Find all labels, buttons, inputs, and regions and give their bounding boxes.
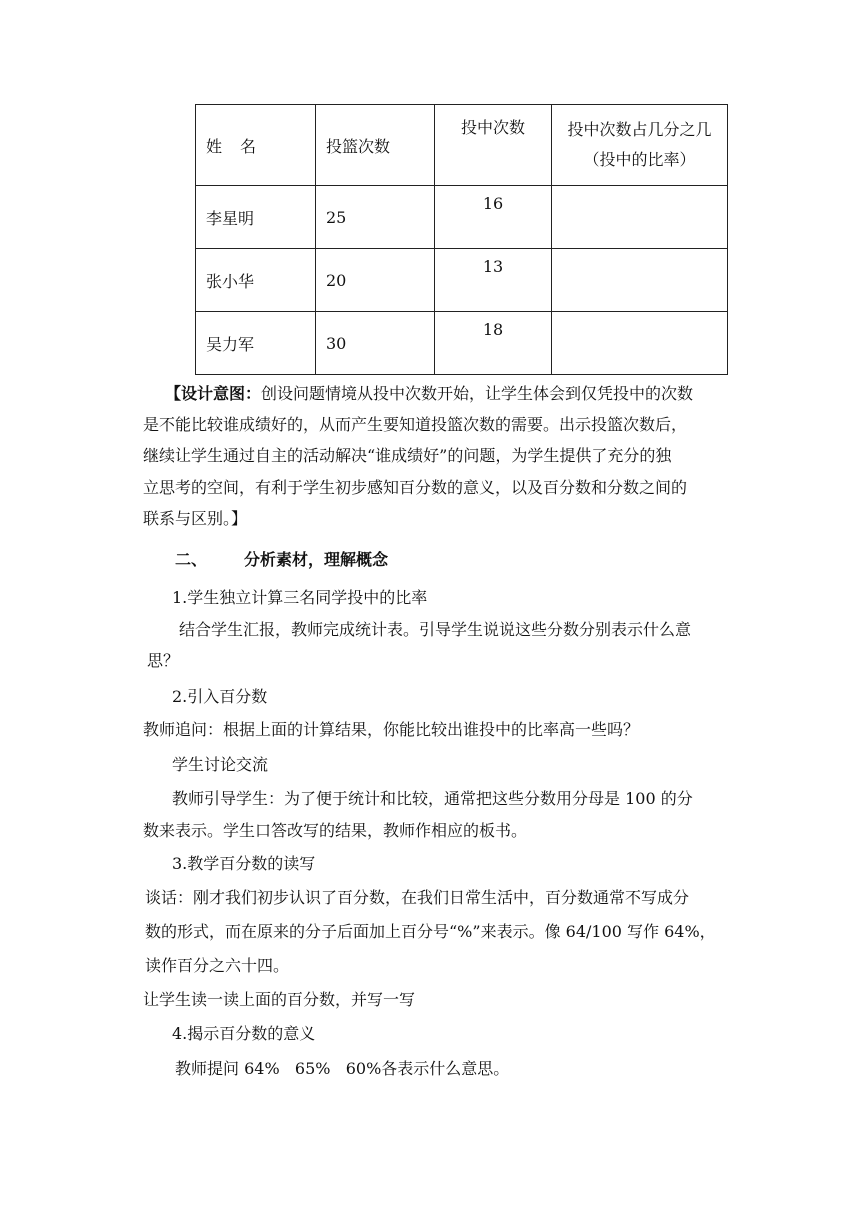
- design-intent-line-5: 联系与区别。】: [143, 509, 248, 528]
- table-row: [196, 249, 728, 312]
- subsection-3-line-2: 数的形式，而在原来的分子后面加上百分号“%”来表示。像 64/100 写作 64%，: [145, 922, 716, 941]
- header-ratio: [552, 105, 728, 186]
- header-name: 姓 名: [196, 105, 316, 186]
- subsection-2-line-4: 数来表示。学生口答改写的结果，教师作相应的板书。: [143, 821, 528, 840]
- subsection-1-line-2: 思？: [147, 651, 180, 670]
- cell-shots: 20: [316, 249, 435, 312]
- cell-ratio: [552, 312, 728, 375]
- cell-name: 李星明: [196, 186, 316, 249]
- subsection-3-line-1: 谈话：刚才我们初步认识了百分数，在我们日常生活中，百分数通常不写成分: [145, 888, 690, 907]
- header-ratio-line1: 投中次数占几分之几: [567, 120, 712, 139]
- cell-name: 张小华: [196, 249, 316, 312]
- header-shots: 投篮次数: [316, 105, 435, 186]
- table-header-row: [196, 105, 728, 186]
- subsection-2-line-1: 教师追问：根据上面的计算结果，你能比较出谁投中的比率高一些吗？: [143, 720, 640, 739]
- header-hits: 投中次数: [435, 105, 552, 186]
- table-row: [196, 312, 728, 375]
- cell-hits: 18: [435, 312, 552, 375]
- design-intent-label: 【设计意图：: [165, 384, 262, 403]
- cell-name: 吴力军: [196, 312, 316, 375]
- subsection-4-title: 4.揭示百分数的意义: [172, 1024, 316, 1043]
- subsection-3-title: 3.教学百分数的读写: [172, 854, 316, 873]
- subsection-1-line-1: 结合学生汇报，教师完成统计表。引导学生说说这些分数分别表示什么意: [179, 620, 692, 639]
- section-title: 分析素材，理解概念: [244, 550, 389, 569]
- subsection-2-line-2: 学生讨论交流: [172, 755, 269, 774]
- subsection-1-title: 1.学生独立计算三名同学投中的比率: [172, 588, 428, 607]
- design-intent-line-4: 立思考的空间，有利于学生初步感知百分数的意义，以及百分数和分数之间的: [143, 478, 688, 497]
- design-intent-line-3: 继续让学生通过自主的活动解决“谁成绩好”的问题，为学生提供了充分的独: [143, 446, 672, 465]
- cell-hits: 13: [435, 249, 552, 312]
- cell-shots: 25: [316, 186, 435, 249]
- header-ratio-line2: （投中的比率）: [583, 150, 696, 169]
- table-row: [196, 186, 728, 249]
- cell-hits: 16: [435, 186, 552, 249]
- section-number: 二、: [175, 550, 208, 569]
- subsection-4-line-1: 教师提问 64% 65% 60%各表示什么意思。: [175, 1059, 510, 1078]
- cell-ratio: [552, 249, 728, 312]
- subsection-3-line-3: 读作百分之六十四。: [145, 956, 290, 975]
- cell-shots: 30: [316, 312, 435, 375]
- design-intent-line-2: 是不能比较谁成绩好的，从而产生要知道投篮次数的需要。出示投篮次数后，: [143, 415, 688, 434]
- subsection-2-title: 2.引入百分数: [172, 687, 268, 706]
- subsection-2-line-3: 教师引导学生：为了便于统计和比较，通常把这些分数用分母是 100 的分: [172, 789, 693, 808]
- shooting-stats-table: [195, 104, 728, 375]
- design-intent-line-1: 【设计意图：创设问题情境从投中次数开始，让学生体会到仅凭投中的次数: [165, 384, 694, 403]
- cell-ratio: [552, 186, 728, 249]
- subsection-3-line-4: 让学生读一读上面的百分数，并写一写: [143, 990, 416, 1009]
